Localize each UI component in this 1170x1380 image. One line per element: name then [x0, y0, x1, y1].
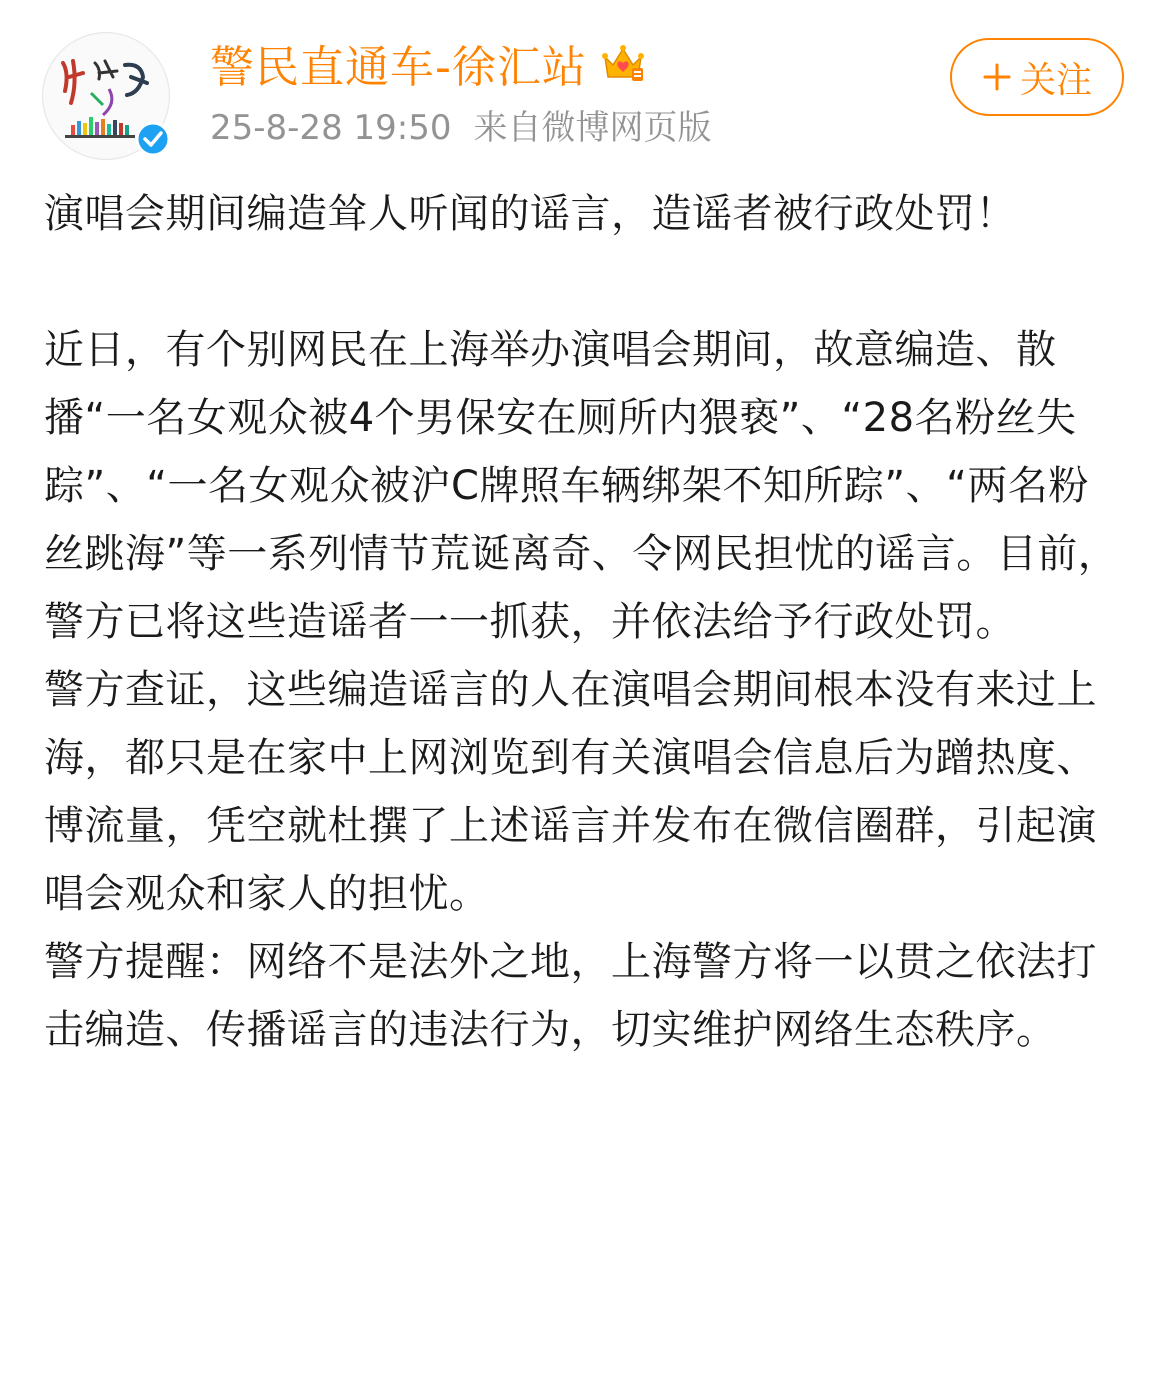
post-meta [210, 100, 712, 149]
post-body [44, 180, 1124, 1064]
username-row [210, 30, 647, 96]
post-timestamp[interactable]: 25-8-28 19:50 [210, 108, 452, 148]
post-header [0, 0, 1170, 170]
verified-badge-icon [135, 121, 171, 157]
username-link[interactable]: 警民直通车-徐汇站 [210, 42, 587, 93]
post-paragraph: 近日，有个别网民在上海举办演唱会期间，故意编造、散播“一名女观众被4个男保安在厕所内猥亵”、“28名粉丝失踪”、“一名女观众被沪C牌照车辆绑架不知所踪”、“两名粉丝跳海”等一系列情节荒诞离奇、令网民担忧的谣言。目前，警方已将这些造谣者一一抓获，并依法给予行政处罚。 [44, 327, 1119, 645]
avatar[interactable] [42, 32, 170, 160]
post-title: 演唱会期间编造耸人听闻的谣言，造谣者被行政处罚！ [44, 191, 1016, 237]
post-source: 来自微博网页版 [473, 108, 712, 148]
follow-label: 关注 [1019, 59, 1092, 101]
follow-button[interactable] [950, 38, 1124, 116]
plus-icon [982, 62, 1012, 92]
post-paragraph: 警方查证，这些编造谣言的人在演唱会期间根本没有来过上海，都只是在家中上网浏览到有关演唱会信息后为蹭热度、博流量，凭空就杜撰了上述谣言并发布在微信圈群，引起演唱会观众和家人的担忧。 [44, 667, 1097, 917]
crown-vip-icon[interactable] [599, 39, 647, 87]
post-paragraph: 警方提醒：网络不是法外之地，上海警方将一以贯之依法打击编造、传播谣言的违法行为，切实维护网络生态秩序。 [44, 939, 1097, 1053]
